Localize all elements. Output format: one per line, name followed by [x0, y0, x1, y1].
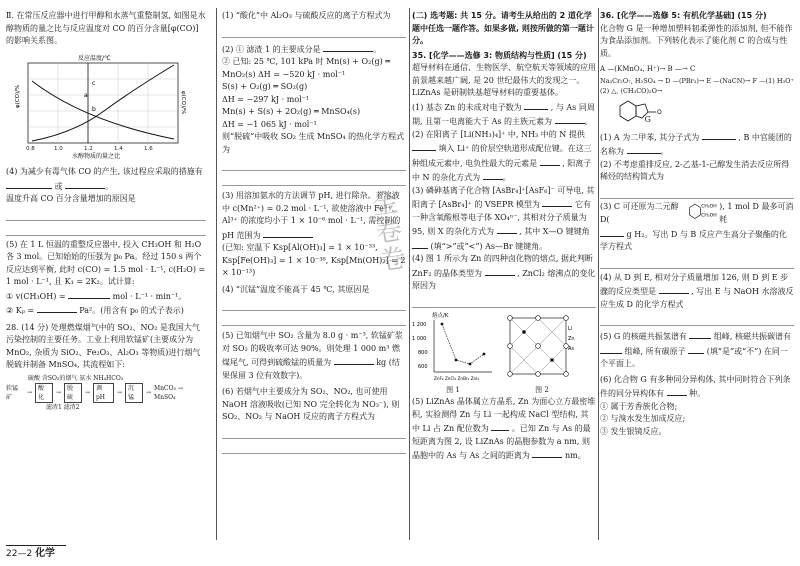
figures-row: [412, 310, 596, 395]
c2-q4: (4) “沉锰”温度不能高于 45 ℃, 其原因是: [222, 284, 370, 294]
figure-2: [502, 310, 582, 395]
answer-blank[interactable]: [485, 266, 515, 276]
q4-text: (4) 为减少有毒气体 CO 的产生, 该过程应采取的措施有: [6, 167, 203, 176]
c4-q3c: g H₂。写出 D 与 B 反应产生高分子聚酯的化学方程式: [600, 229, 787, 251]
figure-1: [412, 310, 494, 395]
fig1-ytick-2: 800: [418, 349, 428, 356]
subject-label: 化学: [35, 547, 56, 559]
answer-line[interactable]: [222, 298, 406, 311]
c4-q1: (1) A 为二甲苯, 其分子式为: [600, 132, 700, 142]
chart-ylabel: φ(CO)/%: [15, 84, 21, 108]
chart-title: 反应温度/℃: [78, 54, 111, 62]
elective-header: (二) 选考题: 共 15 分。请考生从给出的 2 道化学题中任选一题作答。如果多做, 则按所做的第一题计分。: [412, 11, 594, 45]
column-2: (1) “酸化”中 Al₂O₃ 与硫酸反应的离子方程式为 (2) ① 滤渣 1 的主要成分是 。 ② 已知: 25 ℃, 101 kPa 时 Mn(s) + O₂(g) ═ MnO₂(s) ΔH = −520 kJ · mol⁻¹ S(s) + O₂(g) ═ SO₂(g) ΔH = −297 kJ · mol⁻¹ Mn(s) + S(s) + 2O₂(g) ═ MnSO₄(s) ΔH = −1 065 kJ · mol⁻¹ 则“脱硫”中吸收 SO₂ 生成 MnSO₄ 的热化学方程式为 (3) 用溶加氨水的方法调节 pH, 进行除杂。若溶液中 c(Mn²⁺) = 0.2 mol · L⁻¹, 欲使溶液中 Fe³⁺、Al³⁺ 的浓度均小于 1 × 10⁻⁶ mol · L⁻¹, 需控制的 pH 范围为 (已知: 室温下 Ksp[Al(OH)₃] = 1 × 10⁻³³, Ksp[Fe(OH)₃] = 1 × 10⁻³⁸, Ksp[Mn(OH)₂] = 2 × 10⁻¹³) (4) “沉锰”温度不能高于 45 ℃, 其原因是 (5) 已知烟气中 SO₂ 含量为 8.0 g · m⁻³, 软锰矿浆对 SO₂ 的吸收率可达 90%。则处理 1 000 m³ 燃煤尾气, 可得到硫酸锰的质量为 kg (结果保留 3 位有效数字)。 (6) 若烟气中主要成分为 SO₂、NO₂, 也可使用 NaOH 溶液吸收(已知 NO 完全转化为 NO₃⁻), 则 SO₂、NO₂ 与 NaOH 反应的离子方程式为: [222, 10, 406, 544]
q36-intro: 化合物 G 是一种增加塑料韧柔弹性的添加剂, 但不能作为食品添加剂。下列转化表示了能化剂 C 的合成与性质。: [600, 23, 793, 58]
c2-eq3h: ΔH = −1 065 kJ · mol⁻¹: [222, 119, 317, 129]
q5-1-text: ① v(CH₃OH) =: [6, 291, 66, 301]
chart-xlabel: 水醇物质的量之比: [72, 152, 121, 159]
c2-q3b: (已知: 室温下 Ksp[Al(OH)₃] = 1 × 10⁻³³, Ksp[Fe(OH)₃] = 1 × 10⁻³⁸, Ksp[Mn(OH)₂] = 2 × 10⁻¹³): [222, 243, 406, 277]
c4-q6b: 种。: [689, 389, 706, 398]
c3-q4: (4) 图 1 所示为 Zn 的四种卤化物的熔点, 据此判断 ZnF₂ 的晶体类型为: [412, 254, 593, 278]
column-3: (二) 选考题: 共 15 分。请考生从给出的 2 道化学题中任选一题作答。如果多做, 则按所做的第一题计分。 35. [化学——选修 3: 物质结构与性质] (15 分) 超导材料在通信、生物医学、航空航天等领域的应用前景越来越广阔, 是 20 世纪最伟大的发现之一。LiZnAs 是研制铁基超导材料的重要基体。 (1) 基态 Zn 的未成对电子数为 , 与 As 同周期, 且第一电离能大于 As 的主族元素为 。 (2) 在阳离子 [Li(NH₃)₄]⁺ 中, NH₃ 中的 N 提供 填入 Li⁺ 的价层空轨道形成配位键。在这三种组成元素中, 电负性最大的元素是 , 阳离子中 N 的杂化方式为 。 (3) 磷砷基离子化合物 [AsBr₄]⁺[AsF₆]⁻ 可导电, 其阳离子 [AsBr₄]⁺ 的 VSEPR 模型为 它有一种含氧酸根等电子体 XO₄ⁿ⁻, 其相对分子质量为 95, 则 X 的杂化方式为 , 其中 X—O 键键角 (填“>”或“<”) As—Br 键键角。 (4) 图 1 所示为 Zn 的四种卤化物的熔点, 据此判断 ZnF₂ 的晶体类型为 , ZnCl₂ 熔沸点的变化原因为 熔点/K 1 200 1 000 800 600 ZnF₂ ZnCl₂ ZnBr₂ ZnI₂ 图 1 Li Zn As 图 2 (5) LiZnAs 晶体属立方晶系, Zn 为面心立方最密堆积, 实验测得 Zn 与 Li 一起构成 NaCl 型结构, 其中 Li 占 Zn 配位数为 。已知 Zn 与 As 的最短距离为图 2, 设 LiZnAs 的晶胞参数为 a nm, 则晶胞中的 As 与 As 之间的距离为 nm。: [412, 11, 596, 460]
answer-blank[interactable]: [323, 42, 373, 52]
page-footer: [6, 548, 55, 561]
c4-q4: (4) 从 D 到 E, 相对分子质量增加 126, 则 D 到 E 步骤的反应类型是: [600, 272, 789, 296]
co-chart-svg: [14, 51, 194, 159]
fig2-legend-zn: Zn: [568, 335, 575, 342]
answer-line[interactable]: [6, 208, 206, 221]
c2-eq2h: ΔH = −297 kJ · mol⁻¹: [222, 94, 310, 104]
answer-line[interactable]: [222, 313, 406, 326]
flow-end: MnCO₃ → MnSO₄: [154, 384, 183, 401]
answer-blank[interactable]: [702, 130, 736, 140]
answer-blank[interactable]: [491, 421, 509, 431]
q5-2-unit: Pa²。(用含有 p₀ 的式子表示): [79, 306, 184, 315]
column-divider: [216, 8, 217, 540]
q36-title: 36. [化学——选修 5: 有机化学基础] (15 分): [600, 11, 767, 20]
condition-1: ① 属于芳香族化合物;: [600, 401, 678, 411]
answer-line[interactable]: [600, 256, 794, 269]
answer-blank[interactable]: [37, 303, 77, 313]
c4-q6: (6) 化合物 G 有多种同分异构体, 其中同时符合下列条件的同分异构体有: [600, 374, 791, 398]
q35-intro: 超导材料在通信、生物医学、航空航天等领域的应用前景越来越广阔, 是 20 世纪最伟大的发现之一。LiZnAs 是研制铁基超导材料的重要基体。: [412, 63, 596, 97]
fig2-legend-as: As: [568, 345, 575, 352]
fig1-ytick-3: 600: [418, 363, 428, 370]
indanone-structure: [612, 98, 672, 128]
c2-q2-2: ② 已知: 25 ℃, 101 kPa 时 Mn(s) + O₂(g) ═: [222, 57, 391, 66]
c3-q1: (1) 基态 Zn 的未成对电子数为: [412, 102, 522, 112]
answer-line[interactable]: [222, 173, 406, 186]
answer-blank[interactable]: [65, 179, 105, 189]
answer-line[interactable]: [222, 441, 406, 454]
c3-q1b: , 与 As 同周期, 且第一电离能大于 As 的主族元素为: [412, 102, 595, 126]
answer-blank[interactable]: [689, 329, 711, 339]
answer-blank[interactable]: [600, 227, 624, 237]
answer-blank[interactable]: [334, 355, 374, 365]
answer-blank[interactable]: [667, 386, 687, 396]
svg-text:1.0: 1.0: [54, 145, 63, 152]
answer-blank[interactable]: [412, 141, 436, 151]
column-divider: [598, 8, 599, 540]
c2-eq2: S(s) + O₂(g) ═ SO₂(g): [222, 82, 308, 91]
c3-q2c: , 阳离子中 N 的杂化方式为: [412, 158, 592, 182]
scheme-line-1: A —(KMnO₄, H⁺)→ B —→ C: [600, 65, 696, 73]
c2-eq3: Mn(s) + S(s) + 2O₂(g) ═ MnSO₄(s): [222, 107, 361, 116]
column-1: Ⅱ. 在常压反应器中进行甲醇和水蒸气重整制氢, 如图是水醇物质的量之比与反应温度对 CO 的百分含量[φ(CO)]的影响关系图。 a b c 反应温度/℃ φ(CO)/% φ(CO)/% 0.8 1.0 1.2 1.4 1.6 水醇物质的量之比 (4) 为减少有毒气体 CO 的产生, 该过程应采取的措施有 或 。 温度升高 CO 百分含量增加的原因是 (5) 在 1 L 恒温的重整反应器中, 投入 CH₃OH 和 H₂O 各 3 mol。已知始始的压强为 p₀ Pa。经过 150 s 两个反应达到平衡, 此时 c(CO) = 1.5 mol · L⁻¹, c(H₂O) = 1 mol · L⁻¹, 且 K₁ = 2K₂。试计算: ① v(CH₃OH) = mol · L⁻¹ · min⁻¹。 ② Kₚ = Pa²。(用含有 p₀ 的式子表示) 28. (14 分) 处理燃煤烟气中的 SO₂、NO₂ 是我国大气污染控制的主要任务。工业上利用软锰矿(主要成分为 MnO₂, 杂质为 SiO₂、Fe₂O₃、Al₂O₃ 等物质)进行烟气脱硫并制备 MnSO₄, 其流程如下: 硫酸 含SO₂的烟气 氨水 NH₄HCO₃ 软锰矿 → 酸化 → 脱硫 → 调pH → 沉锰 → MnCO₃ → MnSO₄ 滤渣1 滤渣2: [6, 11, 206, 411]
answer-line[interactable]: [600, 186, 794, 199]
c4-q1b: , B 中官能团的名称为: [600, 132, 792, 156]
answer-line[interactable]: [222, 426, 406, 439]
c4-q3b: ), 1 mol D 最多可消耗: [719, 202, 794, 224]
answer-blank[interactable]: [483, 170, 503, 180]
answer-line[interactable]: [412, 295, 596, 308]
c3-q5b: 。已知 Zn 与 As 的最短距离为图 2, 设 LiZnAs 的晶胞参数为 a nm, 则晶胞中的 As 与 As 之间的距离为: [412, 424, 591, 460]
flow-start: 软锰矿: [6, 384, 19, 401]
q5-2-text: ② Kₚ =: [6, 306, 35, 315]
answer-blank[interactable]: [688, 344, 704, 354]
c3-q3c: , 其中 X—O 键键角: [519, 227, 590, 236]
crystal-cell-diagram: [502, 310, 582, 382]
melting-point-chart: [412, 310, 494, 382]
fig2-caption: 图 2: [535, 386, 549, 394]
c4-q5c: 组峰, 所有碳原子: [624, 346, 686, 356]
fig1-ytick-0: 1 200: [412, 321, 427, 328]
answer-blank[interactable]: [263, 228, 313, 238]
condition-3: ③ 发生银镜反应。: [600, 426, 667, 436]
c3-q3: (3) 磷砷基离子化合物 [AsBr₄]⁺[AsF₆]⁻ 可导电, 其阳离子 [AsBr₄]⁺ 的 VSEPR 模型为: [412, 185, 595, 209]
q5-1-unit: mol · L⁻¹ · min⁻¹。: [112, 291, 187, 301]
q28-text: 28. (14 分) 处理燃煤烟气中的 SO₂、NO₂ 是我国大气污染控制的主要任务。工业上利用软锰矿(主要成分为 MnO₂, 杂质为 SiO₂、Fe₂O₃、Al₂O₃ 等物质)进行烟气脱硫并制备 MnSO₄, 其流程如下:: [6, 322, 201, 369]
compound-g: [612, 98, 794, 128]
c2-q2-3: 则“脱硫”中吸收 SO₂ 生成 MnSO₄ 的热化学方程式为: [222, 132, 405, 154]
svg-text:b: b: [92, 105, 96, 113]
fig1-xticks: ZnF₂ ZnCl₂ ZnBr₂ ZnI₂: [434, 375, 480, 381]
column-divider: [409, 8, 410, 540]
c4-q5b: 组峰, 核磁共振碳谱有: [713, 332, 791, 341]
c4-q2: (2) 不考虑重排反应, 2-乙基-1-己醇发生消去反应所得稀烃的结构简式为: [600, 159, 790, 181]
c3-q2: (2) 在阳离子 [Li(NH₃)₄]⁺ 中, NH₃ 中的 N 提供: [412, 129, 585, 139]
chart-ylabel-right: φ(CO)/%: [180, 90, 186, 114]
c4-q4b: , 写出 E 与 NaOH 水溶液反应生成 D 的化学方程式: [600, 287, 794, 309]
fig1-ylabel: 熔点/K: [432, 312, 449, 319]
c3-q3d: (填“>”或“<”) As—Br 键键角。: [430, 241, 548, 251]
c4-q5d: (填“是”或“不”) 在同一个平面上。: [600, 346, 788, 368]
q4-or: 或: [54, 181, 63, 191]
flow-step-desulfur: 脱硫: [64, 383, 82, 403]
diol-group-2: CH₂OH: [701, 213, 718, 219]
diol-structure: [684, 201, 717, 227]
c2-q5: (5) 已知烟气中 SO₂ 含量为 8.0 g · m⁻³, 软锰矿浆对 SO₂ 的吸收率可达 90%。则处理 1 000 m³ 燃煤尾气, 可得到硫酸锰的质量为: [222, 331, 403, 367]
answer-blank[interactable]: [6, 179, 52, 189]
answer-blank[interactable]: [627, 144, 661, 154]
page-number: 22—2: [6, 548, 33, 559]
g-label: G: [644, 114, 651, 124]
c4-q3: (3) C 可还原为二元醇 D(: [600, 202, 679, 224]
c3-q5: (5) LiZnAs 晶体属立方晶系, Zn 为面心立方最密堆积, 实验测得 Zn 与 Li 一起构成 NaCl 型结构, 其中 Li 占 Zn 配位数为: [412, 397, 596, 433]
answer-blank[interactable]: [540, 156, 560, 166]
flow-step-acidify: 酸化: [35, 383, 53, 403]
condition-2: ② 与溴水发生加成反应;: [600, 414, 686, 423]
answer-blank[interactable]: [497, 224, 517, 234]
c2-q2: (2) ① 滤渣 1 的主要成分是: [222, 44, 321, 54]
scheme-line-2: Na₂Cr₂O₇, H₂SO₄ → D —(PBr₃)→ E —(NaCN)→ F —(1) H₃O⁺ (2) △, (CH₃CO)₂O→: [600, 76, 794, 95]
c2-q3: (3) 用溶加氨水的方法调节 pH, 进行除杂。若溶液中 c(Mn²⁺) = 0.2 mol · L⁻¹, 欲使溶液中 Fe³⁺、Al³⁺ 的浓度均小于 1 × 10⁻⁶ mol · L⁻¹, 需控制的 pH 范围为: [222, 191, 401, 240]
svg-text:O: O: [657, 108, 662, 116]
c4-q5: (5) G 的核磁共振氢谱有: [600, 332, 687, 341]
co-chart: [14, 51, 206, 164]
fig1-ytick-1: 1 000: [412, 335, 427, 342]
answer-line[interactable]: [600, 313, 794, 326]
footer-rule: [6, 545, 66, 546]
flow-reagents: 硫酸 含SO₂的烟气 氨水 NH₄HCO₃: [28, 374, 124, 382]
c3-q4b: , ZnCl₂ 熔沸点的变化原因为: [412, 268, 596, 290]
flow-step-precipitate: 沉锰: [125, 383, 143, 403]
answer-blank[interactable]: [412, 239, 428, 249]
q2-intro: Ⅱ. 在常压反应器中进行甲醇和水蒸气重整制氢, 如图是水醇物质的量之比与反应温度对 CO 的百分含量[φ(CO)]的影响关系图。: [6, 11, 206, 45]
c2-eq1: MnO₂(s) ΔH = −520 kJ · mol⁻¹: [222, 69, 346, 79]
svg-text:0.8: 0.8: [26, 145, 35, 152]
q5-text: (5) 在 1 L 恒温的重整反应器中, 投入 CH₃OH 和 H₂O 各 3 mol。已知始始的压强为 p₀ Pa。经过 150 s 两个反应达到平衡, 此时 c(CO) = 1.5 mol · L⁻¹, c(H₂O) = 1 mol · L⁻¹, 且 K₁ = 2K₂。试计算:: [6, 239, 206, 286]
c2-q6: (6) 若烟气中主要成分为 SO₂、NO₂, 也可使用 NaOH 溶液吸收(已知 NO 完全转化为 NO₃⁻), 则 SO₂、NO₂ 与 NaOH 反应的离子方程式为: [222, 387, 400, 421]
diol-group-1: CH₂OH: [701, 204, 718, 210]
answer-blank[interactable]: [68, 289, 110, 299]
watermark-text: 金卷卷: [370, 187, 408, 277]
c3-q5-unit: nm。: [565, 451, 586, 460]
flow-residues: 滤渣1 滤渣2: [46, 403, 80, 411]
fig1-caption: 图 1: [446, 386, 460, 394]
c2-q5-unit: kg (结果保留 3 位有效数字)。: [222, 358, 400, 380]
q35-title: 35. [化学——选修 3: 物质结构与性质] (15 分): [412, 50, 587, 60]
svg-text:1.6: 1.6: [144, 145, 153, 152]
answer-line[interactable]: [222, 25, 406, 38]
answer-blank[interactable]: [555, 114, 585, 124]
svg-text:1.4: 1.4: [114, 145, 123, 152]
answer-blank[interactable]: [659, 284, 689, 294]
answer-line[interactable]: [222, 158, 406, 171]
answer-blank[interactable]: [524, 100, 548, 110]
answer-line[interactable]: [6, 223, 206, 236]
column-4: 36. [化学——选修 5: 有机化学基础] (15 分) 化合物 G 是一种增加塑料韧柔弹性的添加剂, 但不能作为食品添加剂。下列转化表示了能化剂 C 的合成与性质。 A —(KMnO₄, H⁺)→ B —→ C Na₂Cr₂O₇, H₂SO₄ → D —(PBr₃)→ E —(NaCN)→ F —(1) H₃O⁺ (2) △, (CH₃CO)₂O→ O G (1) A 为二甲苯, 其分子式为 , B 中官能团的名称为 。 (2) 不考虑重排反应, 2-乙基-1-己醇发生消去反应所得稀烃的结构简式为 (3) C 可还原为二元醇 D( CH₂OH CH₂OH ), 1 mol D 最多可消耗 g H₂。写出 D 与 B 反应产生高分子聚酯的化学方程式 (4) 从 D 到 E, 相对分子质量增加 126, 则 D 到 E 步骤的反应类型是 , 写出 E 与 NaOH 水溶液反应生成 D 的化学方程式 (5) G 的核磁共振氢谱有 组峰, 核磁共振碳谱有 组峰, 所有碳原子 (填“是”或“不”) 在同一个平面上。 (6) 化合物 G 有多种同分异构体, 其中同时符合下列条件的同分异构体有 种。 ① 属于芳香族化合物; ② 与溴水发生加成反应; ③ 发生银镜反应。: [600, 10, 794, 544]
svg-text:c: c: [92, 79, 96, 87]
flow-step-ph: 调pH: [93, 383, 114, 403]
answer-blank[interactable]: [532, 448, 562, 458]
q4b-text: 温度升高 CO 百分含量增加的原因是: [6, 194, 136, 203]
c3-q3b: 它有一种含氧酸根等电子体 XO₄ⁿ⁻, 其相对分子质量为 95, 则 X 的杂化方式为: [412, 200, 592, 236]
answer-blank[interactable]: [600, 344, 622, 354]
answer-blank[interactable]: [542, 197, 572, 207]
c2-q1: (1) “酸化”中 Al₂O₃ 与硫酸反应的离子方程式为: [222, 11, 391, 20]
svg-text:a: a: [84, 91, 88, 99]
svg-text:1.2: 1.2: [84, 145, 93, 152]
fig2-legend-li: Li: [568, 325, 573, 332]
c3-q2b: 填入 Li⁺ 的价层空轨道形成配位键。在这三种组成元素中, 电负性最大的元素是: [412, 144, 592, 168]
process-flow: 硫酸 含SO₂的烟气 氨水 NH₄HCO₃ 软锰矿 → 酸化 → 脱硫 → 调pH → 沉锰 → MnCO₃ → MnSO₄ 滤渣1 滤渣2: [6, 374, 206, 412]
